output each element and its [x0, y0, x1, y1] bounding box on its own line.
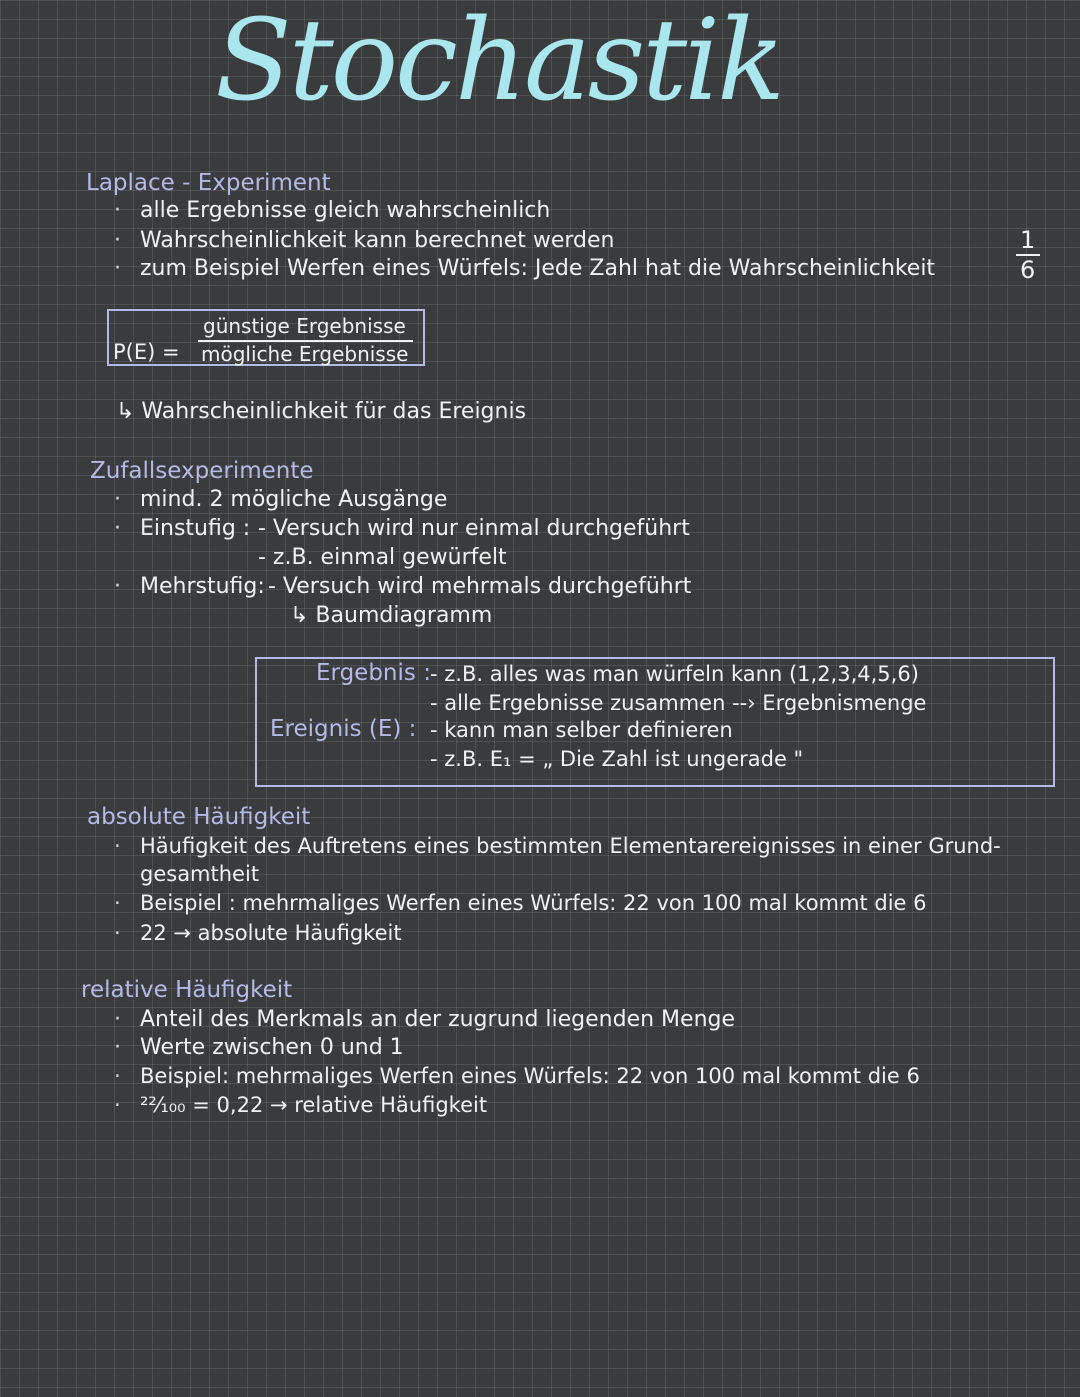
mehrstufig-line-2: ↳ Baumdiagramm	[290, 603, 493, 628]
ergebnis-label: Ergebnis :	[316, 660, 431, 686]
laplace-heading: Laplace - Experiment	[86, 170, 331, 196]
formula-lhs: P(E) =	[113, 340, 180, 364]
laplace-bullet-3: · zum Beispiel Werfen eines Würfels: Jede Zahl hat die Wahrscheinlichkeit	[114, 256, 936, 281]
absolut-bullet-2: · Beispiel : mehrmaliges Werfen eines Würfels: 22 von 100 mal kommt die 6	[114, 891, 927, 915]
absolut-heading: absolute Häufigkeit	[87, 804, 311, 830]
fraction-numerator: 1	[1020, 226, 1036, 254]
ereignis-line-2: - z.B. E₁ = „ Die Zahl ist ungerade "	[430, 747, 804, 771]
einstufig-line-1: - Versuch wird nur einmal durchgeführt	[258, 516, 690, 541]
ereignis-label: Ereignis (E) :	[270, 716, 417, 742]
zufall-bullet-2: · Einstufig :	[114, 516, 251, 541]
laplace-note: ↳ Wahrscheinlichkeit für das Ereignis	[116, 399, 527, 424]
relativ-bullet-2: · Werte zwischen 0 und 1	[114, 1035, 404, 1060]
absolut-bullet-1: · Häufigkeit des Auftretens eines bestimmten Elementarereignisses in einer Grund-	[114, 834, 1001, 858]
mehrstufig-line-1: - Versuch wird mehrmals durchgeführt	[268, 574, 692, 599]
zufall-heading: Zufallsexperimente	[90, 458, 314, 484]
zufall-bullet-3: · Mehrstufig:	[114, 574, 265, 599]
einstufig-line-2: - z.B. einmal gewürfelt	[258, 545, 507, 570]
zufall-bullet-1: · mind. 2 mögliche Ausgänge	[114, 487, 448, 512]
laplace-bullet-1: · alle Ergebnisse gleich wahrscheinlich	[114, 198, 551, 223]
laplace-bullet-2: · Wahrscheinlichkeit kann berechnet werden	[114, 228, 615, 253]
relativ-bullet-4: · ²²⁄₁₀₀ = 0,22 → relative Häufigkeit	[114, 1093, 488, 1117]
relativ-bullet-3: · Beispiel: mehrmaliges Werfen eines Würfels: 22 von 100 mal kommt die 6	[114, 1064, 920, 1088]
formula-numerator: günstige Ergebnisse	[203, 314, 406, 338]
relativ-heading: relative Häufigkeit	[81, 977, 293, 1003]
formula-denominator: mögliche Ergebnisse	[201, 342, 409, 366]
ergebnis-line-1: - z.B. alles was man würfeln kann (1,2,3,4,5,6)	[430, 662, 919, 686]
page-title: Stochastik	[215, 0, 782, 126]
ergebnis-line-2: - alle Ergebnisse zusammen --› Ergebnismenge	[430, 691, 927, 715]
absolut-bullet-3: · 22 → absolute Häufigkeit	[114, 921, 402, 945]
absolut-bullet-1-cont: gesamtheit	[140, 862, 260, 886]
relativ-bullet-1: · Anteil des Merkmals an der zugrund liegenden Menge	[114, 1007, 736, 1032]
fraction-denominator: 6	[1020, 256, 1036, 284]
ereignis-line-1: - kann man selber definieren	[430, 718, 733, 742]
